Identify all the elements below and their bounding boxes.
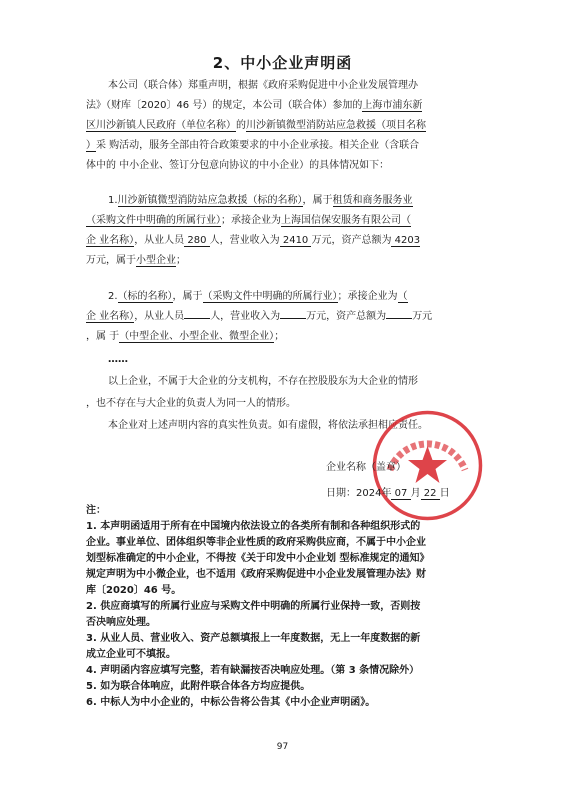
item-2-line-2 — [86, 307, 432, 327]
enterprise-size: （中型企业、小型企业、微型企业） — [119, 331, 275, 342]
subject-name: 川沙新镇微型消防站应急救援（标的名称） — [117, 195, 303, 206]
intro-line-2 — [86, 96, 422, 116]
item-text: 人，营业收入为 — [210, 311, 281, 322]
revenue-value: 2410 — [280, 235, 312, 247]
enterprise-size: 小型企业 — [136, 255, 176, 266]
note-2-line: 2. 供应商填写的所属行业应与采购文件中明确的所属行业保持一致，否则按 — [86, 601, 421, 612]
note-4-line: 4. 声明函内容应填写完整，若有缺漏按否决响应处理。（第 3 条情况除外） — [86, 665, 420, 676]
item-text: ；承接企业为 — [337, 291, 398, 302]
project-name: ） — [86, 140, 96, 151]
staff-count: 280 — [184, 235, 209, 247]
item-text: ，属于 — [172, 291, 203, 302]
item-number: 2. — [108, 291, 118, 302]
note-1-line: 库〔2020〕46 号。 — [86, 585, 182, 596]
item-text: 万元，属于 — [86, 255, 136, 266]
item-number: 1. — [108, 195, 118, 206]
note-3-line: 成立企业可不填报。 — [86, 649, 176, 660]
item-1-line-3 — [86, 231, 420, 251]
assets-blank — [386, 307, 412, 319]
staff-blank — [184, 307, 210, 319]
note-1-line: 企业。事业单位、团体组织等非企业性质的政府采购供应商，不属于中小企业 — [86, 537, 426, 548]
intro-line-3 — [86, 116, 426, 136]
note-3-line: 3. 从业人员、营业收入、资产总额填报上一年度数据，无上一年度数据的新 — [86, 633, 421, 644]
item-text: 万元，资产总额为 — [311, 235, 392, 246]
statement-line-3: 本企业对上述声明内容的真实性负责。如有虚假，将依法承担相应责任。 — [108, 420, 428, 431]
note-1-line: 1. 本声明函适用于所有在中国境内依法设立的各类所有制和各种组织形式的 — [86, 521, 421, 532]
item-1-line-4 — [86, 251, 186, 271]
item-1-line-1 — [108, 191, 413, 211]
date-day: 22 — [421, 488, 440, 500]
note-1-line: 规定声明为中小微企业，也不适用《政府采购促进中小企业发展管理办法》财 — [86, 569, 426, 580]
date-year: 2024 — [356, 488, 382, 499]
company-name: 上海国信保安服务有限公司（ — [281, 215, 411, 226]
intro-text: 体中的 中小企业、签订分包意向协议的中小企业）的具体情况如下： — [86, 160, 390, 171]
note-2-line: 否决响应处理。 — [86, 617, 156, 628]
item-text: ，从业人员 — [134, 235, 185, 246]
item-1-line-2 — [86, 211, 411, 231]
date-line: 日期：2024年 07 月 22 日 — [326, 488, 450, 499]
item-text: 万元，资产总额为 — [306, 311, 387, 322]
item-2-line-1 — [108, 287, 408, 307]
date-label: 日期： — [326, 488, 356, 499]
page-title: 2、中小企业声明函 — [212, 54, 353, 72]
intro-text: 本公司（联合体）郑重声明，根据《政府采购促进中小企业发展管理办 — [108, 80, 418, 91]
note-5-line: 5. 如为联合体响应，此附件联合体各方均应提供。 — [86, 681, 311, 692]
industry-note: （采购文件中明确的所属行业） — [202, 291, 338, 302]
intro-line-1 — [108, 76, 418, 96]
company-name-note: 企 业名称） — [86, 235, 135, 246]
item-text: ； — [274, 331, 285, 342]
industry-note: （采购文件中明确的所属行业） — [86, 215, 221, 226]
intro-line-4 — [86, 136, 419, 156]
note-6-line: 6. 中标人为中小企业的，中标公告将公告其《中小企业声明函》。 — [86, 697, 376, 708]
notes-heading: 注： — [86, 505, 106, 516]
item-text: ；承接企业为 — [221, 215, 281, 226]
company-name-note: 企 业名称） — [86, 311, 135, 322]
item-text: ，属于 — [302, 195, 333, 206]
statement-line-1: 以上企业，不属于大企业的分支机构，不存在控股股东为大企业的情形 — [108, 376, 418, 387]
intro-text: 采 购活动，服务全部由符合政策要求的中小企业承接。相关企业（含联合 — [96, 140, 420, 151]
intro-text: 法》（财库〔2020〕46 号）的规定，本公司（联合体）参加的 — [86, 100, 363, 111]
purchaser-name: 区川沙新镇人民政府（单位名称） — [86, 120, 236, 131]
page-number: 97 — [276, 742, 289, 752]
purchaser-name: 上海市浦东新 — [362, 100, 423, 111]
assets-value: 4203 — [391, 235, 420, 247]
industry-name: 租赁和商务服务业 — [332, 195, 413, 206]
project-name: 川沙新镇微型消防站应急救援（项目名称 — [246, 120, 426, 131]
item-text: ； — [176, 255, 186, 266]
note-1-line: 划型标准确定的中小企业，不得按《关于印发中小企业划 型标准规定的通知》 — [86, 553, 430, 564]
statement-line-2: ，也不存在与大企业的负责人为同一人的情形。 — [86, 398, 296, 409]
intro-line-5 — [86, 156, 389, 176]
item-text: ，从业人员 — [134, 311, 185, 322]
intro-text: 的 — [236, 120, 246, 131]
ellipsis: …… — [108, 354, 128, 365]
item-2-line-3 — [86, 327, 284, 347]
revenue-blank — [280, 307, 306, 319]
company-name-label: 企业名称（盖章） — [326, 462, 406, 473]
item-text: ，属 于 — [86, 331, 120, 342]
company-name: （ — [397, 291, 408, 302]
date-month: 07 — [391, 488, 410, 500]
item-text: 人，营业收入为 — [209, 235, 280, 246]
subject-name: （标的名称） — [117, 291, 173, 302]
item-text: 万元 — [412, 311, 433, 322]
